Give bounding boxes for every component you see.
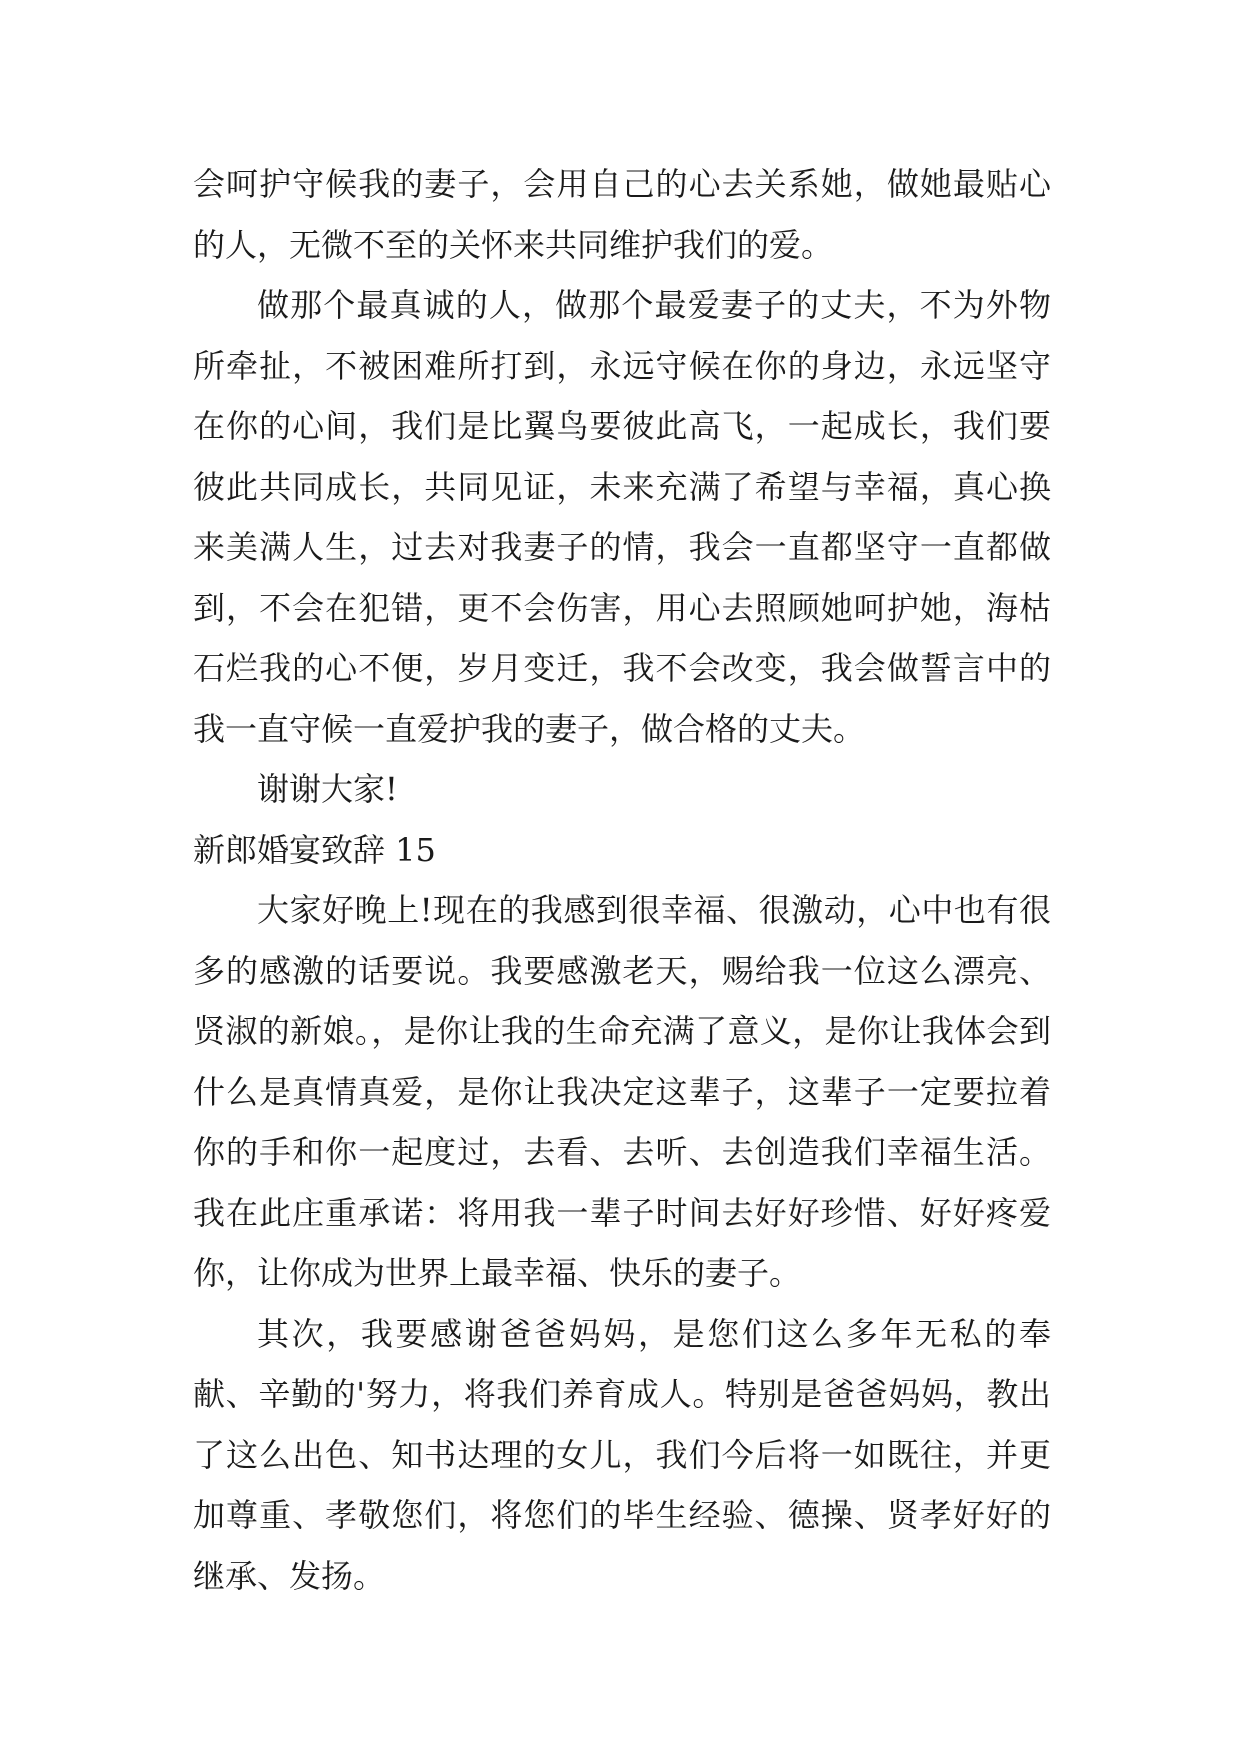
paragraph-parents: 其次，我要感谢爸爸妈妈，是您们这么多年无私的奉献、辛勤的'努力，将我们养育成人。特别是爸爸妈妈，教出了这么出色、知书达理的女儿，我们今后将一如既往，并更加尊重、孝敬您们，将您们的毕生经验、德操、贤孝好好的继承、发扬。 [193, 1314, 1051, 1595]
section-title: 新郎婚宴致辞 15 [193, 830, 436, 869]
document-body [193, 154, 1051, 1606]
paragraph-continued: 会呵护守候我的妻子，会用自己的心去关系她，做她最贴心的人，无微不至的关怀来共同维护我们的爱。 [193, 165, 1051, 264]
paragraph-greeting: 大家好晚上!现在的我感到很幸福、很激动，心中也有很多的感激的话要说。我要感激老天，赐给我一位这么漂亮、贤淑的新娘。，是你让我的生命充满了意义，是你让我体会到什么是真情真爱，是你让我决定这辈子，这辈子一定要拉着你的手和你一起度过，去看、去听、去创造我们幸福生活。我在此庄重承诺：将用我一辈子时间去好好珍惜、好好疼爱你，让你成为世界上最幸福、快乐的妻子。 [193, 891, 1051, 1292]
paragraph-vow: 做那个最真诚的人，做那个最爱妻子的丈夫，不为外物所牵扯，不被困难所打到，永远守候在你的身边，永远坚守在你的心间，我们是比翼鸟要彼此高飞，一起成长，我们要彼此共同成长，共同见证，未来充满了希望与幸福，真心换来美满人生，过去对我妻子的情，我会一直都坚守一直都做到，不会在犯错，更不会伤害，用心去照顾她呵护她，海枯石烂我的心不便，岁月变迁，我不会改变，我会做誓言中的我一直守候一直爱护我的妻子，做合格的丈夫。 [193, 286, 1051, 748]
paragraph-thanks: 谢谢大家! [257, 770, 398, 808]
